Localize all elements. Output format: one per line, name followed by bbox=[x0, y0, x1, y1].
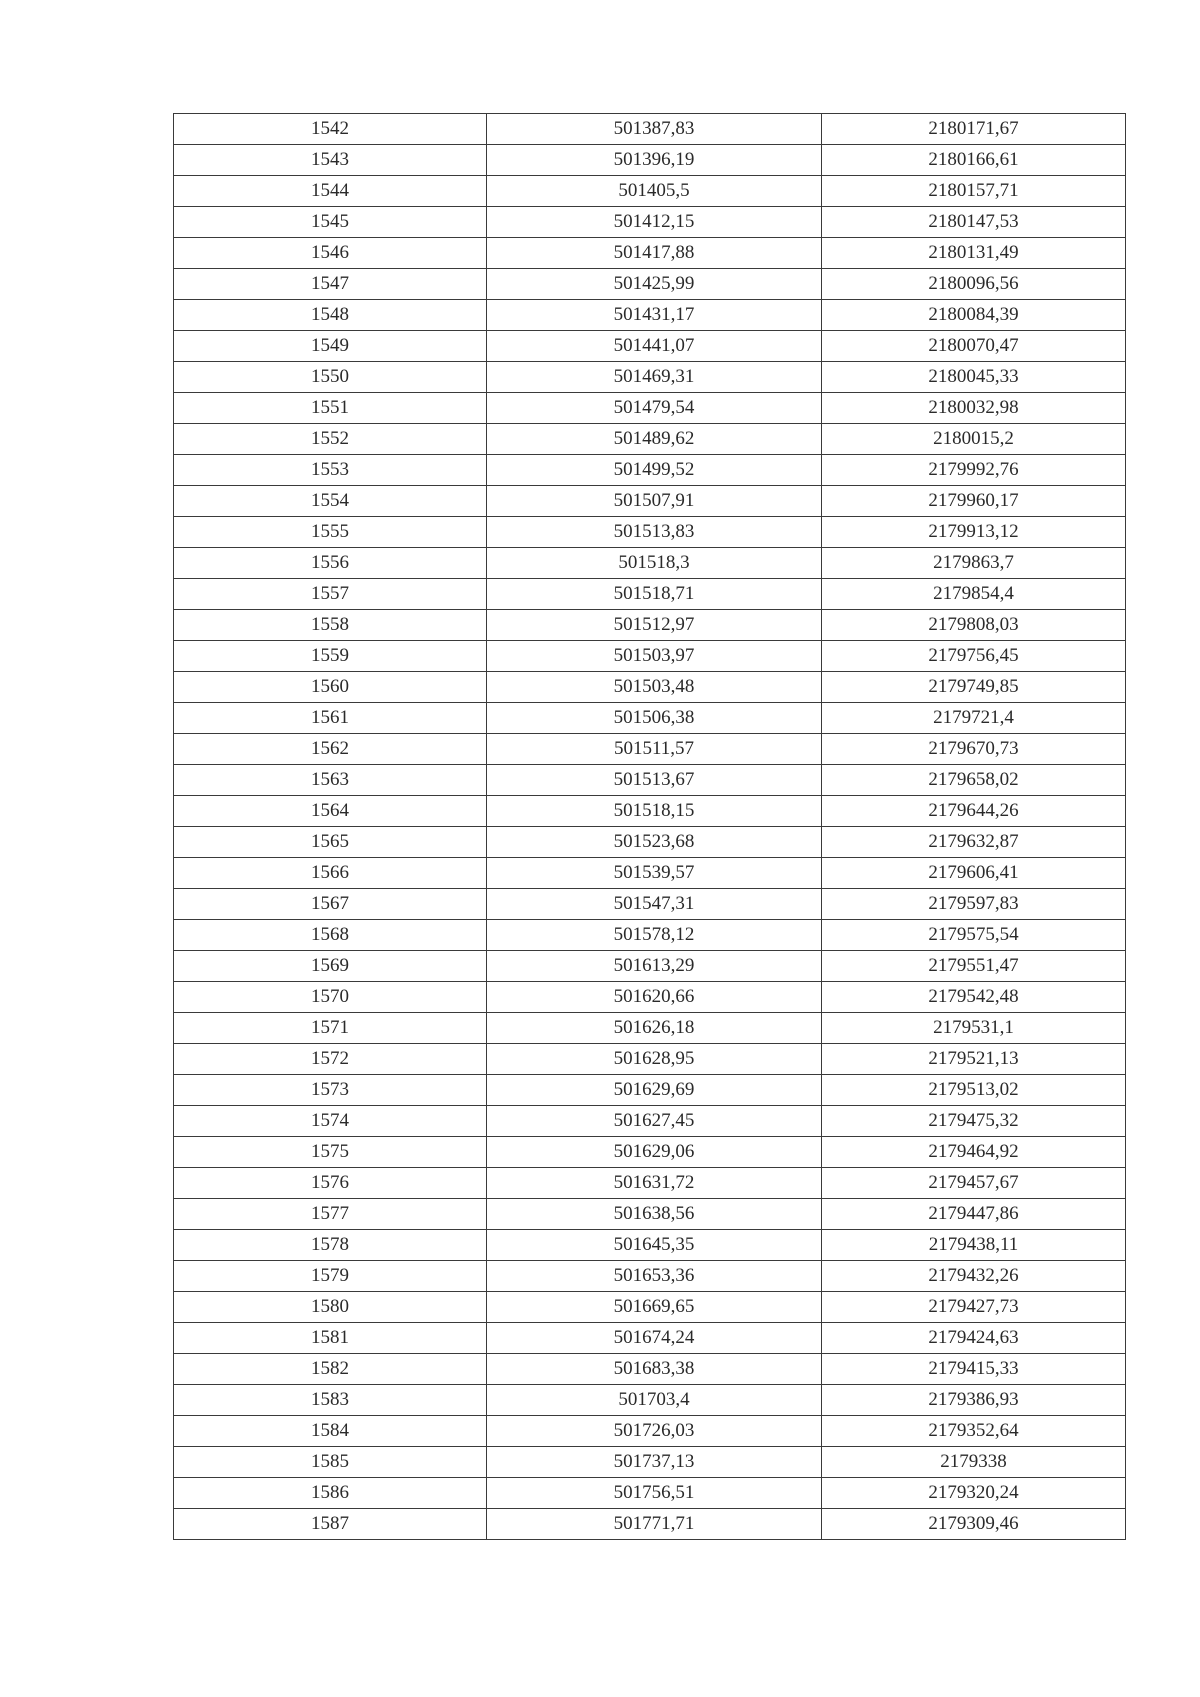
x-coordinate-cell: 501489,62 bbox=[487, 424, 822, 455]
table-row bbox=[174, 455, 1126, 486]
y-coordinate-cell: 2180157,71 bbox=[822, 176, 1126, 207]
table-row bbox=[174, 641, 1126, 672]
x-coordinate-cell: 501726,03 bbox=[487, 1416, 822, 1447]
point-number-cell: 1551 bbox=[174, 393, 487, 424]
point-number-cell: 1567 bbox=[174, 889, 487, 920]
x-coordinate-cell: 501620,66 bbox=[487, 982, 822, 1013]
y-coordinate-cell: 2179542,48 bbox=[822, 982, 1126, 1013]
table-row bbox=[174, 1292, 1126, 1323]
point-number-cell: 1586 bbox=[174, 1478, 487, 1509]
table-row bbox=[174, 114, 1126, 145]
y-coordinate-cell: 2179320,24 bbox=[822, 1478, 1126, 1509]
x-coordinate-cell: 501503,97 bbox=[487, 641, 822, 672]
point-number-cell: 1583 bbox=[174, 1385, 487, 1416]
x-coordinate-cell: 501737,13 bbox=[487, 1447, 822, 1478]
point-number-cell: 1571 bbox=[174, 1013, 487, 1044]
table-row bbox=[174, 765, 1126, 796]
y-coordinate-cell: 2179992,76 bbox=[822, 455, 1126, 486]
y-coordinate-cell: 2179863,7 bbox=[822, 548, 1126, 579]
point-number-cell: 1569 bbox=[174, 951, 487, 982]
y-coordinate-cell: 2179597,83 bbox=[822, 889, 1126, 920]
y-coordinate-cell: 2179424,63 bbox=[822, 1323, 1126, 1354]
table-row bbox=[174, 951, 1126, 982]
table-row bbox=[174, 486, 1126, 517]
y-coordinate-cell: 2179632,87 bbox=[822, 827, 1126, 858]
x-coordinate-cell: 501417,88 bbox=[487, 238, 822, 269]
point-number-cell: 1568 bbox=[174, 920, 487, 951]
table-row bbox=[174, 610, 1126, 641]
point-number-cell: 1577 bbox=[174, 1199, 487, 1230]
x-coordinate-cell: 501547,31 bbox=[487, 889, 822, 920]
table-row bbox=[174, 1075, 1126, 1106]
table-row bbox=[174, 238, 1126, 269]
table-row bbox=[174, 1044, 1126, 1075]
x-coordinate-cell: 501499,52 bbox=[487, 455, 822, 486]
point-number-cell: 1576 bbox=[174, 1168, 487, 1199]
table-row bbox=[174, 548, 1126, 579]
table-row bbox=[174, 393, 1126, 424]
y-coordinate-cell: 2179531,1 bbox=[822, 1013, 1126, 1044]
table-row bbox=[174, 920, 1126, 951]
y-coordinate-cell: 2180147,53 bbox=[822, 207, 1126, 238]
point-number-cell: 1558 bbox=[174, 610, 487, 641]
y-coordinate-cell: 2179464,92 bbox=[822, 1137, 1126, 1168]
x-coordinate-cell: 501629,06 bbox=[487, 1137, 822, 1168]
y-coordinate-cell: 2179749,85 bbox=[822, 672, 1126, 703]
x-coordinate-cell: 501631,72 bbox=[487, 1168, 822, 1199]
point-number-cell: 1543 bbox=[174, 145, 487, 176]
point-number-cell: 1549 bbox=[174, 331, 487, 362]
table-row bbox=[174, 1509, 1126, 1540]
table-row bbox=[174, 1478, 1126, 1509]
y-coordinate-cell: 2179658,02 bbox=[822, 765, 1126, 796]
y-coordinate-cell: 2179575,54 bbox=[822, 920, 1126, 951]
table-row bbox=[174, 703, 1126, 734]
table-row bbox=[174, 734, 1126, 765]
x-coordinate-cell: 501674,24 bbox=[487, 1323, 822, 1354]
table-row bbox=[174, 1447, 1126, 1478]
table-row bbox=[174, 331, 1126, 362]
y-coordinate-cell: 2179475,32 bbox=[822, 1106, 1126, 1137]
x-coordinate-cell: 501645,35 bbox=[487, 1230, 822, 1261]
y-coordinate-cell: 2180032,98 bbox=[822, 393, 1126, 424]
x-coordinate-cell: 501653,36 bbox=[487, 1261, 822, 1292]
x-coordinate-cell: 501523,68 bbox=[487, 827, 822, 858]
point-number-cell: 1579 bbox=[174, 1261, 487, 1292]
y-coordinate-cell: 2180045,33 bbox=[822, 362, 1126, 393]
point-number-cell: 1563 bbox=[174, 765, 487, 796]
point-number-cell: 1566 bbox=[174, 858, 487, 889]
y-coordinate-cell: 2180084,39 bbox=[822, 300, 1126, 331]
table-row bbox=[174, 517, 1126, 548]
x-coordinate-cell: 501578,12 bbox=[487, 920, 822, 951]
y-coordinate-cell: 2180096,56 bbox=[822, 269, 1126, 300]
y-coordinate-cell: 2180070,47 bbox=[822, 331, 1126, 362]
point-number-cell: 1559 bbox=[174, 641, 487, 672]
y-coordinate-cell: 2179457,67 bbox=[822, 1168, 1126, 1199]
y-coordinate-cell: 2179309,46 bbox=[822, 1509, 1126, 1540]
y-coordinate-cell: 2179808,03 bbox=[822, 610, 1126, 641]
x-coordinate-cell: 501627,45 bbox=[487, 1106, 822, 1137]
x-coordinate-cell: 501518,3 bbox=[487, 548, 822, 579]
x-coordinate-cell: 501506,38 bbox=[487, 703, 822, 734]
point-number-cell: 1573 bbox=[174, 1075, 487, 1106]
x-coordinate-cell: 501626,18 bbox=[487, 1013, 822, 1044]
point-number-cell: 1552 bbox=[174, 424, 487, 455]
y-coordinate-cell: 2179960,17 bbox=[822, 486, 1126, 517]
y-coordinate-cell: 2179352,64 bbox=[822, 1416, 1126, 1447]
x-coordinate-cell: 501441,07 bbox=[487, 331, 822, 362]
x-coordinate-cell: 501396,19 bbox=[487, 145, 822, 176]
x-coordinate-cell: 501518,15 bbox=[487, 796, 822, 827]
table-row bbox=[174, 1416, 1126, 1447]
point-number-cell: 1554 bbox=[174, 486, 487, 517]
point-number-cell: 1575 bbox=[174, 1137, 487, 1168]
coordinate-table-body bbox=[174, 114, 1126, 1540]
table-row bbox=[174, 1261, 1126, 1292]
y-coordinate-cell: 2179521,13 bbox=[822, 1044, 1126, 1075]
point-number-cell: 1565 bbox=[174, 827, 487, 858]
point-number-cell: 1587 bbox=[174, 1509, 487, 1540]
x-coordinate-cell: 501431,17 bbox=[487, 300, 822, 331]
y-coordinate-cell: 2180131,49 bbox=[822, 238, 1126, 269]
point-number-cell: 1572 bbox=[174, 1044, 487, 1075]
y-coordinate-cell: 2179756,45 bbox=[822, 641, 1126, 672]
y-coordinate-cell: 2179854,4 bbox=[822, 579, 1126, 610]
table-row bbox=[174, 1323, 1126, 1354]
table-row bbox=[174, 176, 1126, 207]
point-number-cell: 1550 bbox=[174, 362, 487, 393]
point-number-cell: 1574 bbox=[174, 1106, 487, 1137]
point-number-cell: 1556 bbox=[174, 548, 487, 579]
point-number-cell: 1562 bbox=[174, 734, 487, 765]
x-coordinate-cell: 501469,31 bbox=[487, 362, 822, 393]
point-number-cell: 1553 bbox=[174, 455, 487, 486]
point-number-cell: 1548 bbox=[174, 300, 487, 331]
point-number-cell: 1542 bbox=[174, 114, 487, 145]
y-coordinate-cell: 2179438,11 bbox=[822, 1230, 1126, 1261]
x-coordinate-cell: 501518,71 bbox=[487, 579, 822, 610]
x-coordinate-cell: 501613,29 bbox=[487, 951, 822, 982]
table-row bbox=[174, 1013, 1126, 1044]
table-row bbox=[174, 1385, 1126, 1416]
table-row bbox=[174, 1168, 1126, 1199]
point-number-cell: 1560 bbox=[174, 672, 487, 703]
y-coordinate-cell: 2179386,93 bbox=[822, 1385, 1126, 1416]
y-coordinate-cell: 2179644,26 bbox=[822, 796, 1126, 827]
y-coordinate-cell: 2179913,12 bbox=[822, 517, 1126, 548]
x-coordinate-cell: 501513,83 bbox=[487, 517, 822, 548]
table-row bbox=[174, 145, 1126, 176]
table-row bbox=[174, 269, 1126, 300]
x-coordinate-cell: 501669,65 bbox=[487, 1292, 822, 1323]
y-coordinate-cell: 2179338 bbox=[822, 1447, 1126, 1478]
table-row bbox=[174, 207, 1126, 238]
table-row bbox=[174, 579, 1126, 610]
x-coordinate-cell: 501539,57 bbox=[487, 858, 822, 889]
table-row bbox=[174, 300, 1126, 331]
table-row bbox=[174, 889, 1126, 920]
x-coordinate-cell: 501512,97 bbox=[487, 610, 822, 641]
table-row bbox=[174, 796, 1126, 827]
point-number-cell: 1546 bbox=[174, 238, 487, 269]
y-coordinate-cell: 2179415,33 bbox=[822, 1354, 1126, 1385]
x-coordinate-cell: 501638,56 bbox=[487, 1199, 822, 1230]
y-coordinate-cell: 2179670,73 bbox=[822, 734, 1126, 765]
x-coordinate-cell: 501683,38 bbox=[487, 1354, 822, 1385]
point-number-cell: 1544 bbox=[174, 176, 487, 207]
x-coordinate-cell: 501756,51 bbox=[487, 1478, 822, 1509]
table-row bbox=[174, 1199, 1126, 1230]
y-coordinate-cell: 2179427,73 bbox=[822, 1292, 1126, 1323]
table-row bbox=[174, 362, 1126, 393]
point-number-cell: 1580 bbox=[174, 1292, 487, 1323]
x-coordinate-cell: 501703,4 bbox=[487, 1385, 822, 1416]
y-coordinate-cell: 2179513,02 bbox=[822, 1075, 1126, 1106]
table-row bbox=[174, 982, 1126, 1013]
point-number-cell: 1564 bbox=[174, 796, 487, 827]
y-coordinate-cell: 2179606,41 bbox=[822, 858, 1126, 889]
x-coordinate-cell: 501771,71 bbox=[487, 1509, 822, 1540]
point-number-cell: 1547 bbox=[174, 269, 487, 300]
x-coordinate-cell: 501387,83 bbox=[487, 114, 822, 145]
point-number-cell: 1578 bbox=[174, 1230, 487, 1261]
y-coordinate-cell: 2179447,86 bbox=[822, 1199, 1126, 1230]
table-row bbox=[174, 1354, 1126, 1385]
table-row bbox=[174, 1230, 1126, 1261]
x-coordinate-cell: 501629,69 bbox=[487, 1075, 822, 1106]
x-coordinate-cell: 501479,54 bbox=[487, 393, 822, 424]
x-coordinate-cell: 501503,48 bbox=[487, 672, 822, 703]
x-coordinate-cell: 501513,67 bbox=[487, 765, 822, 796]
table-row bbox=[174, 827, 1126, 858]
x-coordinate-cell: 501507,91 bbox=[487, 486, 822, 517]
point-number-cell: 1557 bbox=[174, 579, 487, 610]
y-coordinate-cell: 2179551,47 bbox=[822, 951, 1126, 982]
x-coordinate-cell: 501405,5 bbox=[487, 176, 822, 207]
x-coordinate-cell: 501412,15 bbox=[487, 207, 822, 238]
y-coordinate-cell: 2180015,2 bbox=[822, 424, 1126, 455]
point-number-cell: 1561 bbox=[174, 703, 487, 734]
x-coordinate-cell: 501425,99 bbox=[487, 269, 822, 300]
y-coordinate-cell: 2180166,61 bbox=[822, 145, 1126, 176]
x-coordinate-cell: 501628,95 bbox=[487, 1044, 822, 1075]
table-row bbox=[174, 1137, 1126, 1168]
y-coordinate-cell: 2179721,4 bbox=[822, 703, 1126, 734]
coordinate-table bbox=[173, 113, 1126, 1540]
table-row bbox=[174, 424, 1126, 455]
point-number-cell: 1570 bbox=[174, 982, 487, 1013]
y-coordinate-cell: 2179432,26 bbox=[822, 1261, 1126, 1292]
x-coordinate-cell: 501511,57 bbox=[487, 734, 822, 765]
y-coordinate-cell: 2180171,67 bbox=[822, 114, 1126, 145]
point-number-cell: 1555 bbox=[174, 517, 487, 548]
table-row bbox=[174, 672, 1126, 703]
table-row bbox=[174, 1106, 1126, 1137]
table-row bbox=[174, 858, 1126, 889]
point-number-cell: 1581 bbox=[174, 1323, 487, 1354]
point-number-cell: 1582 bbox=[174, 1354, 487, 1385]
point-number-cell: 1584 bbox=[174, 1416, 487, 1447]
point-number-cell: 1585 bbox=[174, 1447, 487, 1478]
point-number-cell: 1545 bbox=[174, 207, 487, 238]
